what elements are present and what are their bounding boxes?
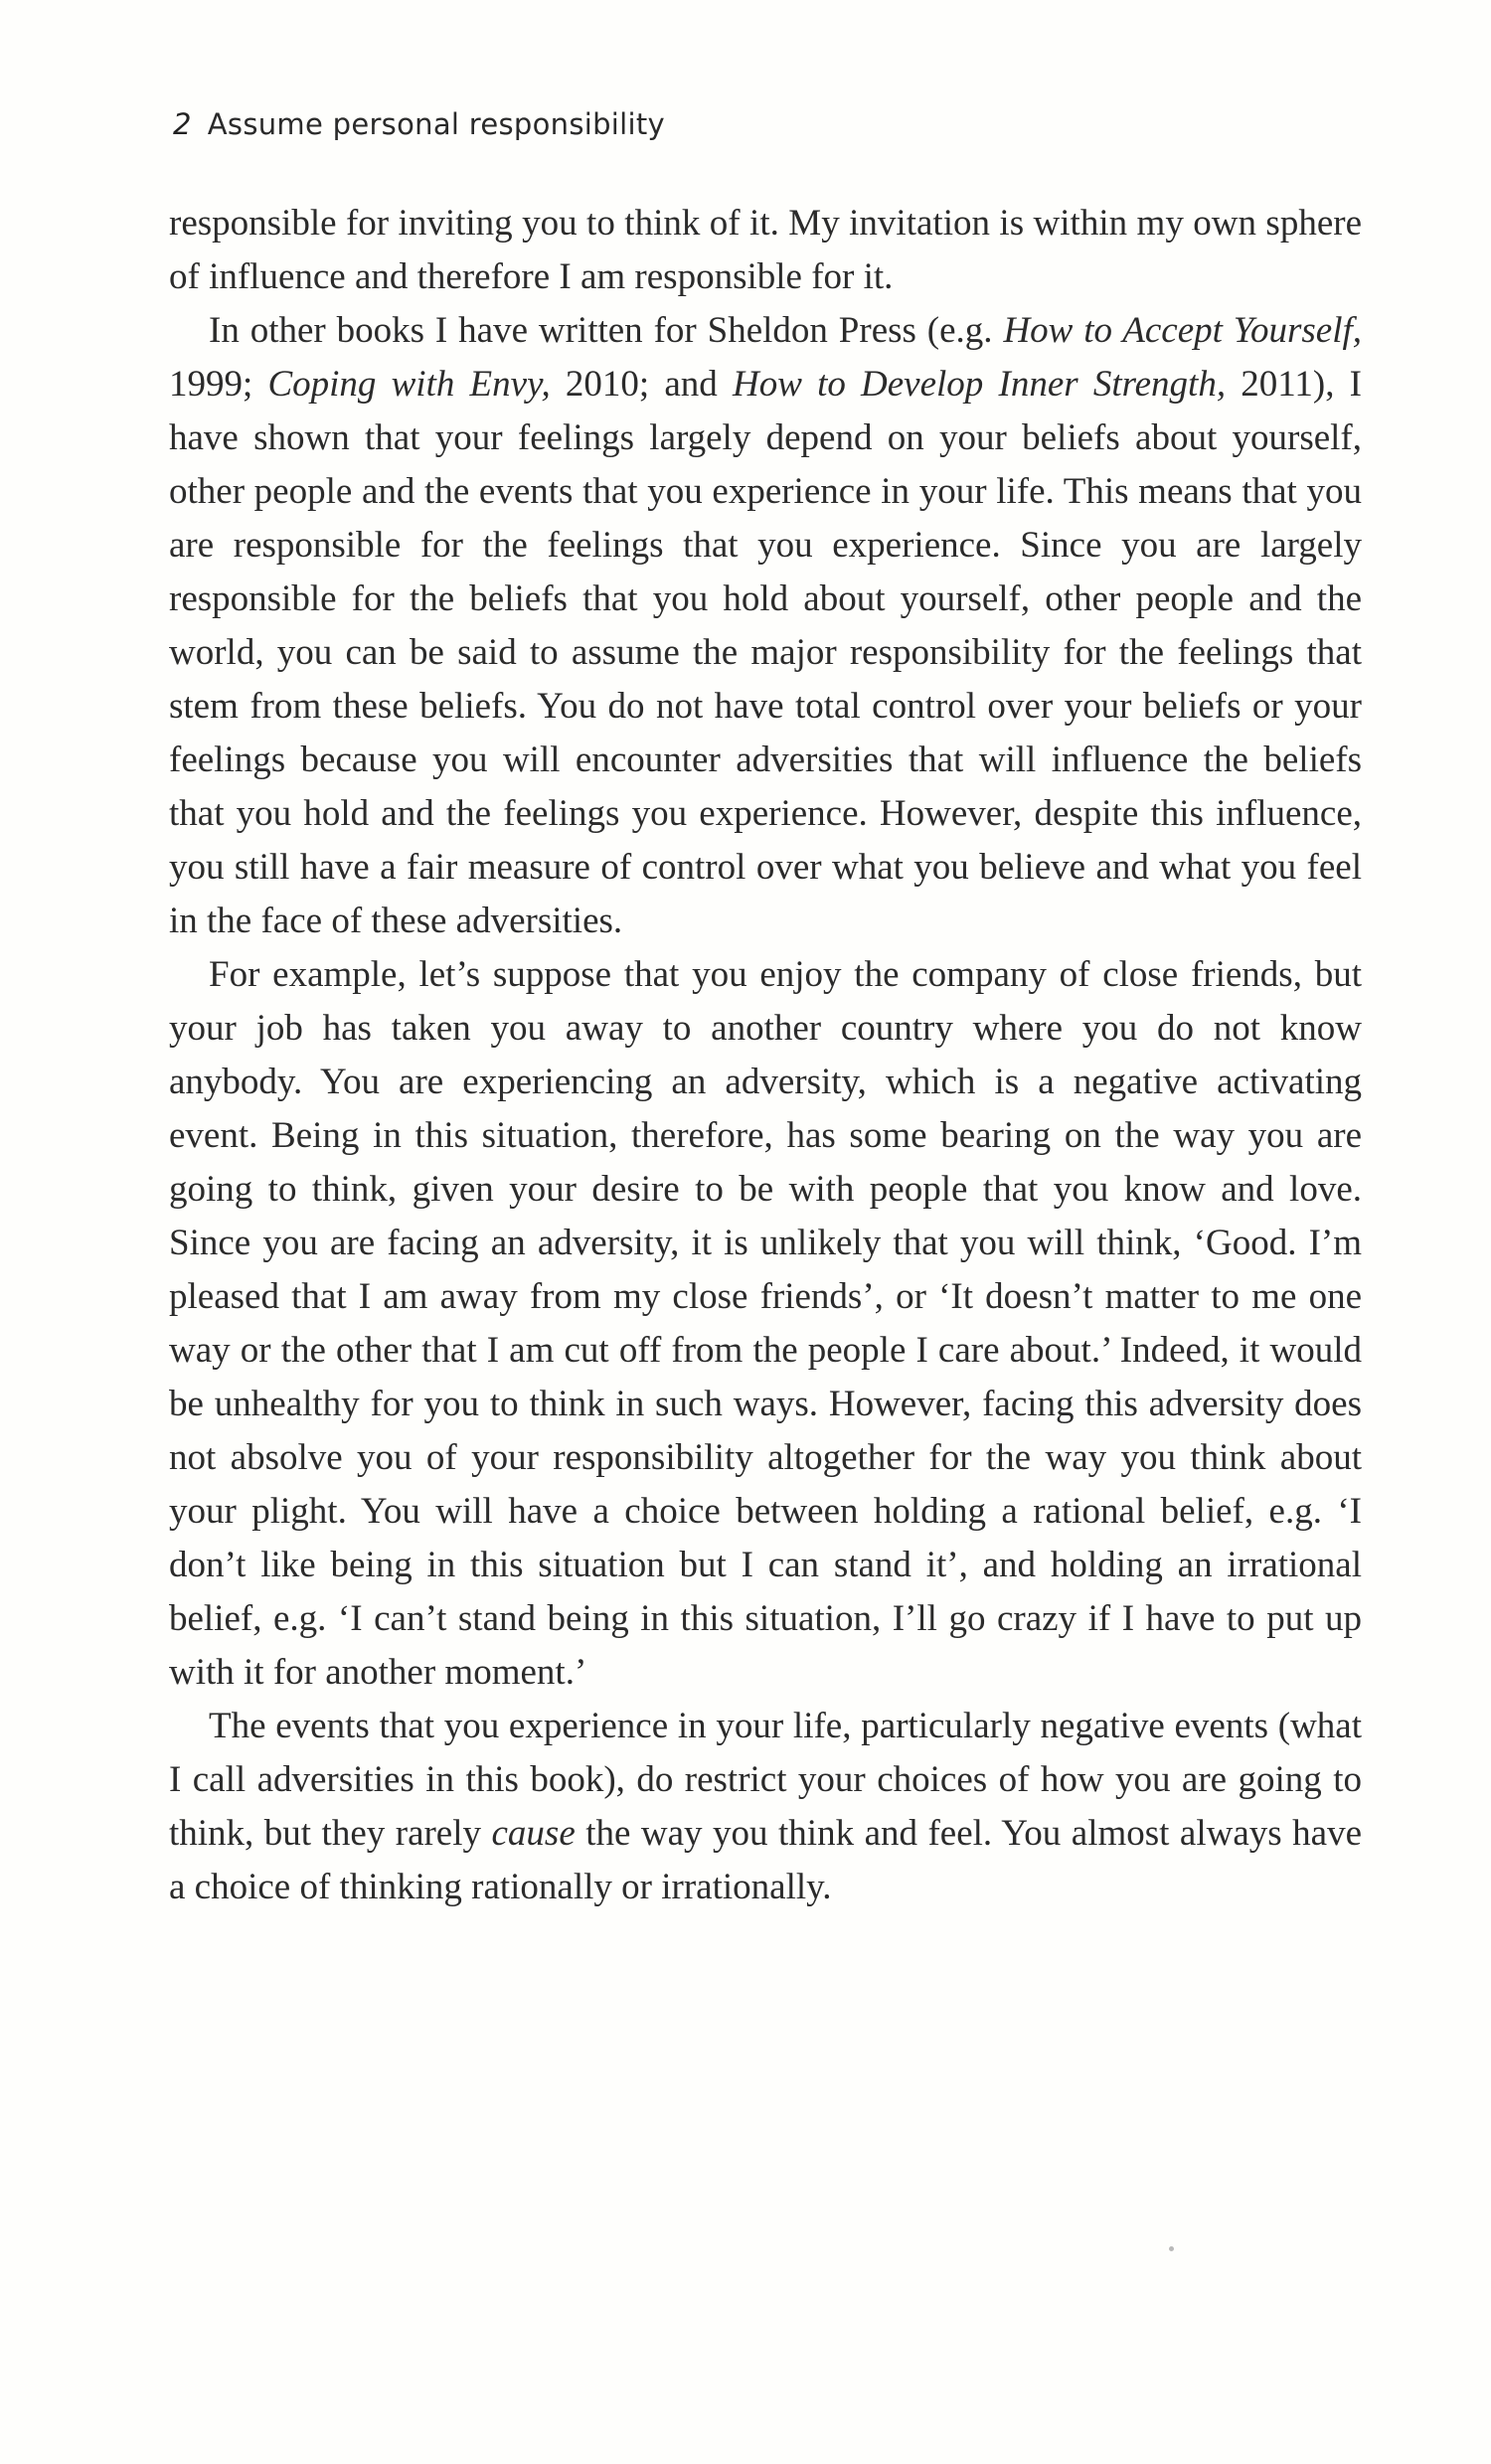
- book-title-how-to-develop-inner-strength: How to Develop Inner Strength,: [732, 364, 1227, 405]
- text-segment: 2010; and: [550, 364, 733, 405]
- running-header: [173, 107, 665, 141]
- text-segment: responsible for inviting you to think of it. My invitation is within my own sphere of influence and therefore I am responsible for it.: [169, 203, 1362, 297]
- running-title: Assume personal responsibility: [207, 107, 666, 141]
- text-segment: The events that you experience in your life, particularly negative events (what I call adversities in this book), do restrict your choices of how you are going to think, but they rarely: [169, 1706, 1362, 1854]
- body-text: [169, 197, 1362, 1914]
- paragraph-1: [169, 304, 1362, 948]
- scan-speck: [1169, 2246, 1174, 2251]
- text-segment: For example, let’s suppose that you enjoy the company of close friends, but your job has taken you away to another country where you do not know anybody. You are experiencing an adversity, which is a negative activating event. Being in this situation, therefore, has some bearing on the way you are going to think, given your desire to be with people that you know and love. Since you are facing an adversity, it is unlikely that you will think, ‘Good. I’m pleased that I am away from my close friends’, or ‘It doesn’t matter to me one way or the other that I am cut off from the people I care about.’ Indeed, it would be unhealthy for you to think in such ways. However, facing this adversity does not absolve you of your responsibility altogether for the way you think about your plight. You will have a choice between holding a rational belief, e.g. ‘I don’t like being in this situation but I can stand it’, and holding an irrational belief, e.g. ‘I can’t stand being in this situation, I’ll go crazy if I have to put up with it for another moment.’: [169, 954, 1362, 1693]
- page-number: 2: [173, 107, 192, 141]
- text-segment: the way you think and feel. You almost always have a choice of thinking rationally or irrationally.: [169, 1813, 1362, 1907]
- paragraph-2: [169, 948, 1362, 1700]
- paragraph-0: [169, 197, 1362, 304]
- text-segment: In other books I have written for Sheldon Press (e.g.: [209, 310, 1004, 351]
- paragraph-3: [169, 1700, 1362, 1914]
- text-segment: 1999;: [169, 364, 268, 405]
- book-title-how-to-accept-yourself: How to Accept Yourself,: [1003, 310, 1363, 351]
- text-segment: 2011), I have shown that your feelings largely depend on your beliefs about yourself, other people and the events that you experience in your life. This means that you are responsible for the feelings that you experience. Since you are largely responsible for the beliefs that you hold about yourself, other people and the world, you can be said to assume the major responsibility for the feelings that stem from these beliefs. You do not have total control over your beliefs or your feelings because you will encounter adversities that will influence the beliefs that you hold and the feelings you experience. However, despite this influence, you still have a fair measure of control over what you believe and what you feel in the face of these adversities.: [169, 364, 1362, 941]
- book-title-coping-with-envy: Coping with Envy,: [267, 364, 551, 405]
- emphasis-cause: cause: [491, 1813, 576, 1854]
